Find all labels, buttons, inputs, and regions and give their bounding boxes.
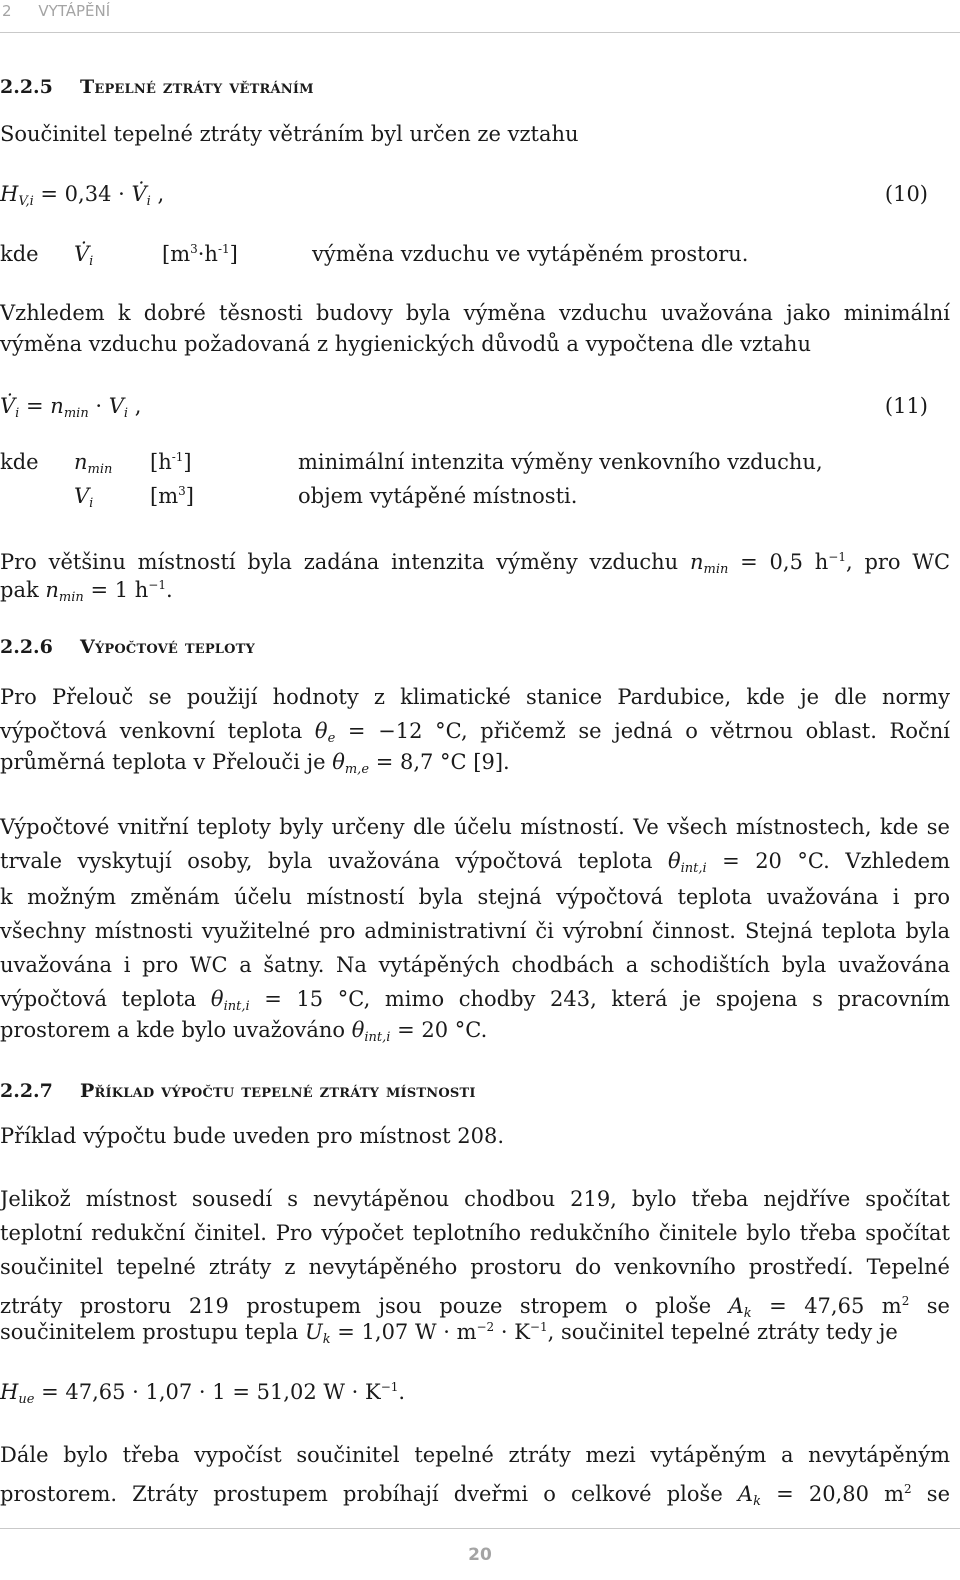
- p3-n2: n: [45, 578, 59, 602]
- eq11-lhs: V̇: [0, 394, 16, 418]
- p8-l2-sup: 2: [904, 1482, 912, 1496]
- section-heading-2-2-7: [0, 1080, 476, 1102]
- running-header: [2, 2, 110, 20]
- p7-U: U: [305, 1320, 323, 1344]
- eq11-v: V: [108, 394, 124, 418]
- eq10-lhs: H: [0, 182, 19, 206]
- def11-row2-unit: [150, 484, 194, 508]
- eq10-lhs-sub: V,i: [18, 194, 34, 209]
- eq10-tail: ,: [150, 182, 165, 206]
- p7-l5c: · K: [494, 1320, 530, 1344]
- eqhue-tail: .: [398, 1380, 406, 1404]
- p4-l3-sub: m,e: [344, 762, 370, 777]
- equation-11: [0, 394, 950, 421]
- paragraph-climate-line1: Pro Přelouč se použijí hodnoty z klimatické stanice Pardubice, kde je dle normy: [0, 685, 950, 709]
- p8-l2c: se: [911, 1482, 951, 1506]
- p7-U-sub: k: [322, 1332, 331, 1347]
- p7-l5b: = 1,07 W · m: [330, 1320, 477, 1344]
- eq11-dot: ·: [88, 394, 109, 418]
- def10-unit-post: ]: [229, 242, 238, 266]
- p5-sub2: int,i: [223, 999, 250, 1014]
- eq10-var-sub: i: [146, 194, 151, 209]
- p5-sub3: int,i: [364, 1030, 391, 1045]
- p3-e-sup: −1: [148, 578, 166, 592]
- def11-row1-unit-sup: -1: [171, 450, 184, 464]
- p7-l4b: = 47,65 m: [751, 1294, 902, 1318]
- eqhue-rhs: = 47,65 · 1,07 · 1 = 51,02 W · K: [34, 1380, 381, 1404]
- def11-row2-unit-sup: 3: [178, 484, 186, 498]
- def11-row1-symbol: [74, 450, 112, 477]
- p5-sub: int,i: [680, 861, 707, 876]
- p5-theta2: θ: [210, 987, 224, 1011]
- footer-rule: [0, 1528, 960, 1529]
- equation-hue: [0, 1380, 405, 1407]
- def10-symbol-sub: i: [89, 254, 94, 269]
- section-heading-2-2-5: [0, 76, 314, 98]
- p4-l3b: = 8,7 °C [9].: [369, 750, 510, 774]
- p3-c: , pro WC: [845, 550, 951, 574]
- paragraph-internal-line3: k možným změnám účelu místností byla stejná výpočtová teplota uvažována i pro: [0, 885, 950, 909]
- p7-l5d: , součinitel tepelné ztráty tedy je: [547, 1320, 898, 1344]
- definition-10: [0, 242, 39, 266]
- p3-b-sup: −1: [828, 550, 846, 564]
- p7-l5-sup2: −1: [529, 1320, 548, 1334]
- paragraph-internal-line4: všechny místnosti využitelné pro administrativní či výrobní činnost. Stejná teplota byla: [0, 919, 950, 943]
- p5-l6b: = 15 °C, mimo chodby 243, která je spojena s pracovním: [249, 987, 950, 1011]
- paragraph-intro: Součinitel tepelné ztráty větráním byl určen ze vztahu: [0, 122, 579, 146]
- p4-l2-sub: e: [327, 731, 336, 746]
- eqhue-sup: −1: [380, 1380, 399, 1394]
- p3-b: = 0,5 h: [728, 550, 829, 574]
- paragraph-intensity-line2: [0, 578, 173, 605]
- section-heading-2-2-6: [0, 636, 255, 658]
- p7-A: A: [728, 1294, 744, 1318]
- paragraph-reduction-line3: součinitel tepelné ztráty z nevytápěného prostoru do venkovního prostředí. Tepelné: [0, 1255, 950, 1279]
- p7-l4c: se: [909, 1294, 950, 1318]
- def11-kde: kde: [0, 450, 39, 474]
- p5-l2a: trvale vyskytují osoby, byla uvažována výpočtová teplota: [0, 849, 668, 873]
- paragraph-heated-line2: [0, 1472, 950, 1519]
- p5-l7b: = 20 °C.: [390, 1018, 488, 1042]
- eq11-tail: ,: [128, 394, 142, 418]
- def11-row1-unit: [150, 450, 192, 474]
- paragraph-example: Příklad výpočtu bude uveden pro místnost 208.: [0, 1124, 505, 1148]
- p4-l3a: průměrná teplota v Přelouči je: [0, 750, 333, 774]
- def10-description: výměna vzduchu ve vytápěném prostoru.: [312, 242, 749, 266]
- running-header-section: VYTÁPĚNÍ: [38, 2, 111, 20]
- equation-number-11: (11): [884, 394, 928, 418]
- eqhue-H: H: [0, 1380, 19, 1404]
- p3-e: = 1 h: [83, 578, 149, 602]
- running-header-chapter: 2: [2, 2, 12, 20]
- def10-unit-pre: [m: [162, 242, 191, 266]
- paragraph-air-exchange-line2: výměna vzduchu požadovaná z hygienických důvodů a vypočtena dle vztahu: [0, 332, 811, 356]
- paragraph-air-exchange-line1: Vzhledem k dobré těsnosti budovy byla výměna vzduchu uvažována jako minimální: [0, 301, 950, 325]
- def11-row2-unit-pre: [m: [150, 484, 179, 508]
- equation-number-10: (10): [884, 182, 928, 206]
- equation-10: [0, 182, 950, 209]
- p4-theta: θ: [314, 719, 328, 743]
- section-title: Příklad výpočtu tepelné ztráty místnosti: [80, 1080, 476, 1102]
- header-rule: [0, 32, 960, 33]
- p8-A-sub: k: [753, 1494, 761, 1509]
- p3-f: .: [165, 578, 173, 602]
- p5-l6a: výpočtová teplota: [0, 987, 211, 1011]
- def11-row2-description: objem vytápěné místnosti.: [298, 484, 578, 508]
- eq10-rhs: = 0,34 ·: [33, 182, 132, 206]
- eq11-n-sub: min: [63, 406, 89, 421]
- def10-symbol-main: V̇: [74, 242, 90, 266]
- def10-kde: kde: [0, 242, 39, 266]
- p3-n-sub: min: [703, 562, 729, 577]
- eq11-lhs-sub: i: [15, 406, 20, 421]
- eq11-v-sub: i: [123, 406, 129, 421]
- p7-l5-sup1: −2: [476, 1320, 495, 1334]
- def11-row1-symbol-main: n: [74, 450, 88, 474]
- eqhue-sub: ue: [18, 1392, 35, 1407]
- p5-l2b: = 20 °C. Vzhledem: [706, 849, 950, 873]
- p3-n: n: [690, 550, 704, 574]
- def11-row2-symbol-main: V: [74, 484, 90, 508]
- p7-l4-sup: 2: [901, 1294, 910, 1308]
- p7-l5a: součinitelem prostupu tepla: [0, 1320, 305, 1344]
- paragraph-internal-line1: Výpočtové vnitřní teploty byly určeny dle účelu místností. Ve všech místnostech, kde se: [0, 815, 950, 839]
- section-number: 2.2.6: [0, 636, 53, 658]
- page-number: 20: [468, 1545, 492, 1565]
- section-title: Tepelné ztráty větráním: [80, 76, 314, 98]
- paragraph-reduction-line1: Jelikož místnost sousedí s nevytápěnou chodbou 219, bylo třeba nejdříve spočítat: [0, 1187, 950, 1211]
- section-title: Výpočtové teploty: [80, 636, 256, 658]
- def11-row1-symbol-sub: min: [87, 462, 113, 477]
- paragraph-climate-line3: [0, 750, 510, 777]
- p5-theta3: θ: [351, 1018, 365, 1042]
- p8-l2a: prostorem. Ztráty prostupem probíhají dveřmi o celkové ploše: [0, 1482, 738, 1506]
- section-number: 2.2.7: [0, 1080, 53, 1102]
- paragraph-internal-line5: uvažována i pro WC a šatny. Na vytápěných chodbách a schodištích byla uvažována: [0, 953, 950, 977]
- section-number: 2.2.5: [0, 76, 53, 98]
- def10-symbol: [74, 242, 93, 269]
- def11-row1-unit-post: ]: [183, 450, 192, 474]
- def11-row2-symbol-sub: i: [89, 496, 94, 511]
- eq10-var: V̇: [131, 182, 147, 206]
- p4-l2b: = −12 °C, přičemž se jedná o větrnou oblast. Roční: [335, 719, 950, 743]
- p3-a: Pro většinu místností byla zadána intenzita výměny vzduchu: [0, 550, 690, 574]
- def10-unit-sup2: -1: [217, 242, 230, 256]
- def10-unit-sup1: 3: [190, 242, 198, 256]
- eq11-eq: =: [19, 394, 51, 418]
- p5-l7a: prostorem a kde bylo uvažováno: [0, 1018, 352, 1042]
- def10-unit-mid: ·h: [197, 242, 218, 266]
- eq11-n: n: [50, 394, 64, 418]
- paragraph-internal-line7: [0, 1018, 487, 1045]
- p8-A: A: [737, 1482, 754, 1506]
- p4-l2a: výpočtová venkovní teplota: [0, 719, 315, 743]
- def11-row1-unit-pre: [h: [150, 450, 172, 474]
- p8-l2b: = 20,80 m: [760, 1482, 905, 1506]
- p7-l4a: ztráty prostoru 219 prostupem jsou pouze stropem o ploše: [0, 1294, 729, 1318]
- paragraph-reduction-line2: teplotní redukční činitel. Pro výpočet teplotního redukčního činitele bylo třeba spočítat: [0, 1221, 950, 1245]
- paragraph-heated-line1: Dále bylo třeba vypočíst součinitel tepelné ztráty mezi vytápěným a nevytápěným: [0, 1443, 950, 1467]
- def11-row2-symbol: [74, 484, 93, 511]
- def10-unit: [162, 242, 238, 266]
- def11-row2-unit-post: ]: [185, 484, 194, 508]
- p5-theta: θ: [667, 849, 681, 873]
- def11-row1-description: minimální intenzita výměny venkovního vzduchu,: [298, 450, 823, 474]
- p4-theta2: θ: [332, 750, 345, 774]
- p3-d: pak: [0, 578, 46, 602]
- paragraph-reduction-line5: [0, 1320, 898, 1347]
- p7-A-sub: k: [743, 1306, 752, 1321]
- p3-n2-sub: min: [58, 590, 84, 605]
